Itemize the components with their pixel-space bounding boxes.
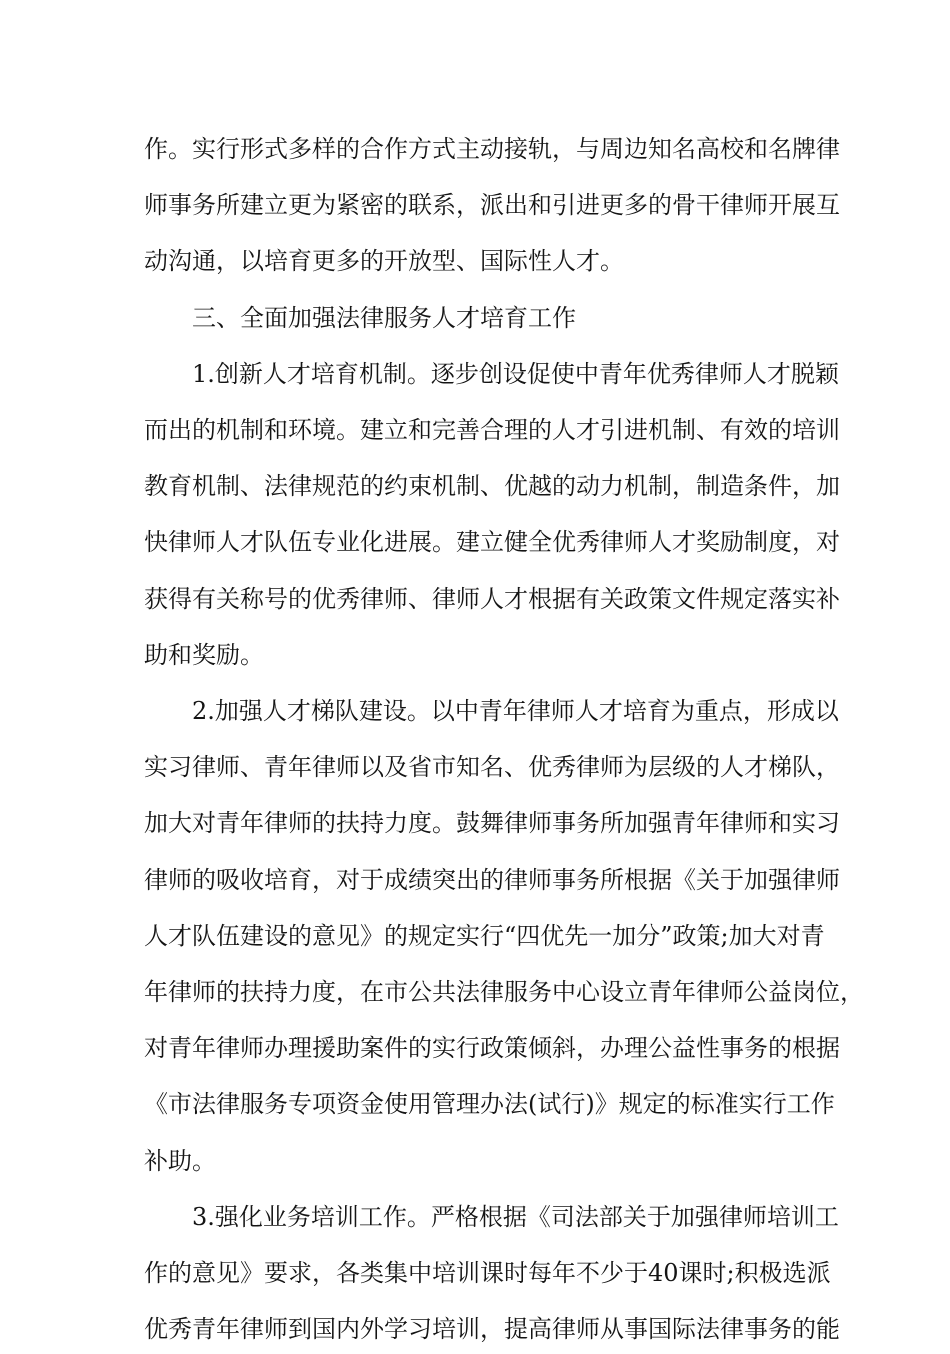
body-text-line: 《市法律服务专项资金使用管理办法(试行)》规定的标准实行工作: [144, 1090, 835, 1118]
body-text-line: 1.创新人才培育机制。逐步创设促使中青年优秀律师人才脱颖: [192, 360, 839, 388]
body-text-line: 获得有关称号的优秀律师、律师人才根据有关政策文件规定落实补: [144, 585, 840, 613]
body-text-line: 对青年律师办理援助案件的实行政策倾斜，办理公益性事务的根据: [144, 1034, 840, 1062]
body-text-line: 快律师人才队伍专业化进展。建立健全优秀律师人才奖励制度，对: [144, 528, 840, 556]
body-text-line: 优秀青年律师到国内外学习培训，提高律师从事国际法律事务的能: [144, 1315, 840, 1343]
body-text-line: 2.加强人才梯队建设。以中青年律师人才培育为重点，形成以: [192, 697, 839, 725]
body-text-line: 加大对青年律师的扶持力度。鼓舞律师事务所加强青年律师和实习: [144, 809, 840, 837]
body-text-line: 助和奖励。: [144, 641, 264, 669]
section-heading: 三、全面加强法律服务人才培育工作: [192, 304, 576, 332]
body-text-line: 动沟通，以培育更多的开放型、国际性人才。: [144, 247, 624, 275]
body-text-line: 师事务所建立更为紧密的联系，派出和引进更多的骨干律师开展互: [144, 191, 840, 219]
body-text-line: 律师的吸收培育，对于成绩突出的律师事务所根据《关于加强律师: [144, 866, 840, 894]
body-text-line: 作的意见》要求，各类集中培训课时每年不少于40课时;积极选派: [144, 1259, 831, 1287]
body-text-line: 而出的机制和环境。建立和完善合理的人才引进机制、有效的培训: [144, 416, 840, 444]
body-text-line: 补助。: [144, 1147, 216, 1175]
body-text-line: 人才队伍建设的意见》的规定实行“四优先一加分”政策;加大对青: [144, 922, 825, 950]
body-text-line: 教育机制、法律规范的约束机制、优越的动力机制，制造条件，加: [144, 472, 840, 500]
body-text-line: 作。实行形式多样的合作方式主动接轨，与周边知名高校和名牌律: [144, 135, 840, 163]
body-text-line: 3.强化业务培训工作。严格根据《司法部关于加强律师培训工: [192, 1203, 839, 1231]
body-text-line: 实习律师、青年律师以及省市知名、优秀律师为层级的人才梯队，: [144, 753, 840, 781]
body-text-line: 年律师的扶持力度，在市公共法律服务中心设立青年律师公益岗位，: [144, 978, 864, 1006]
